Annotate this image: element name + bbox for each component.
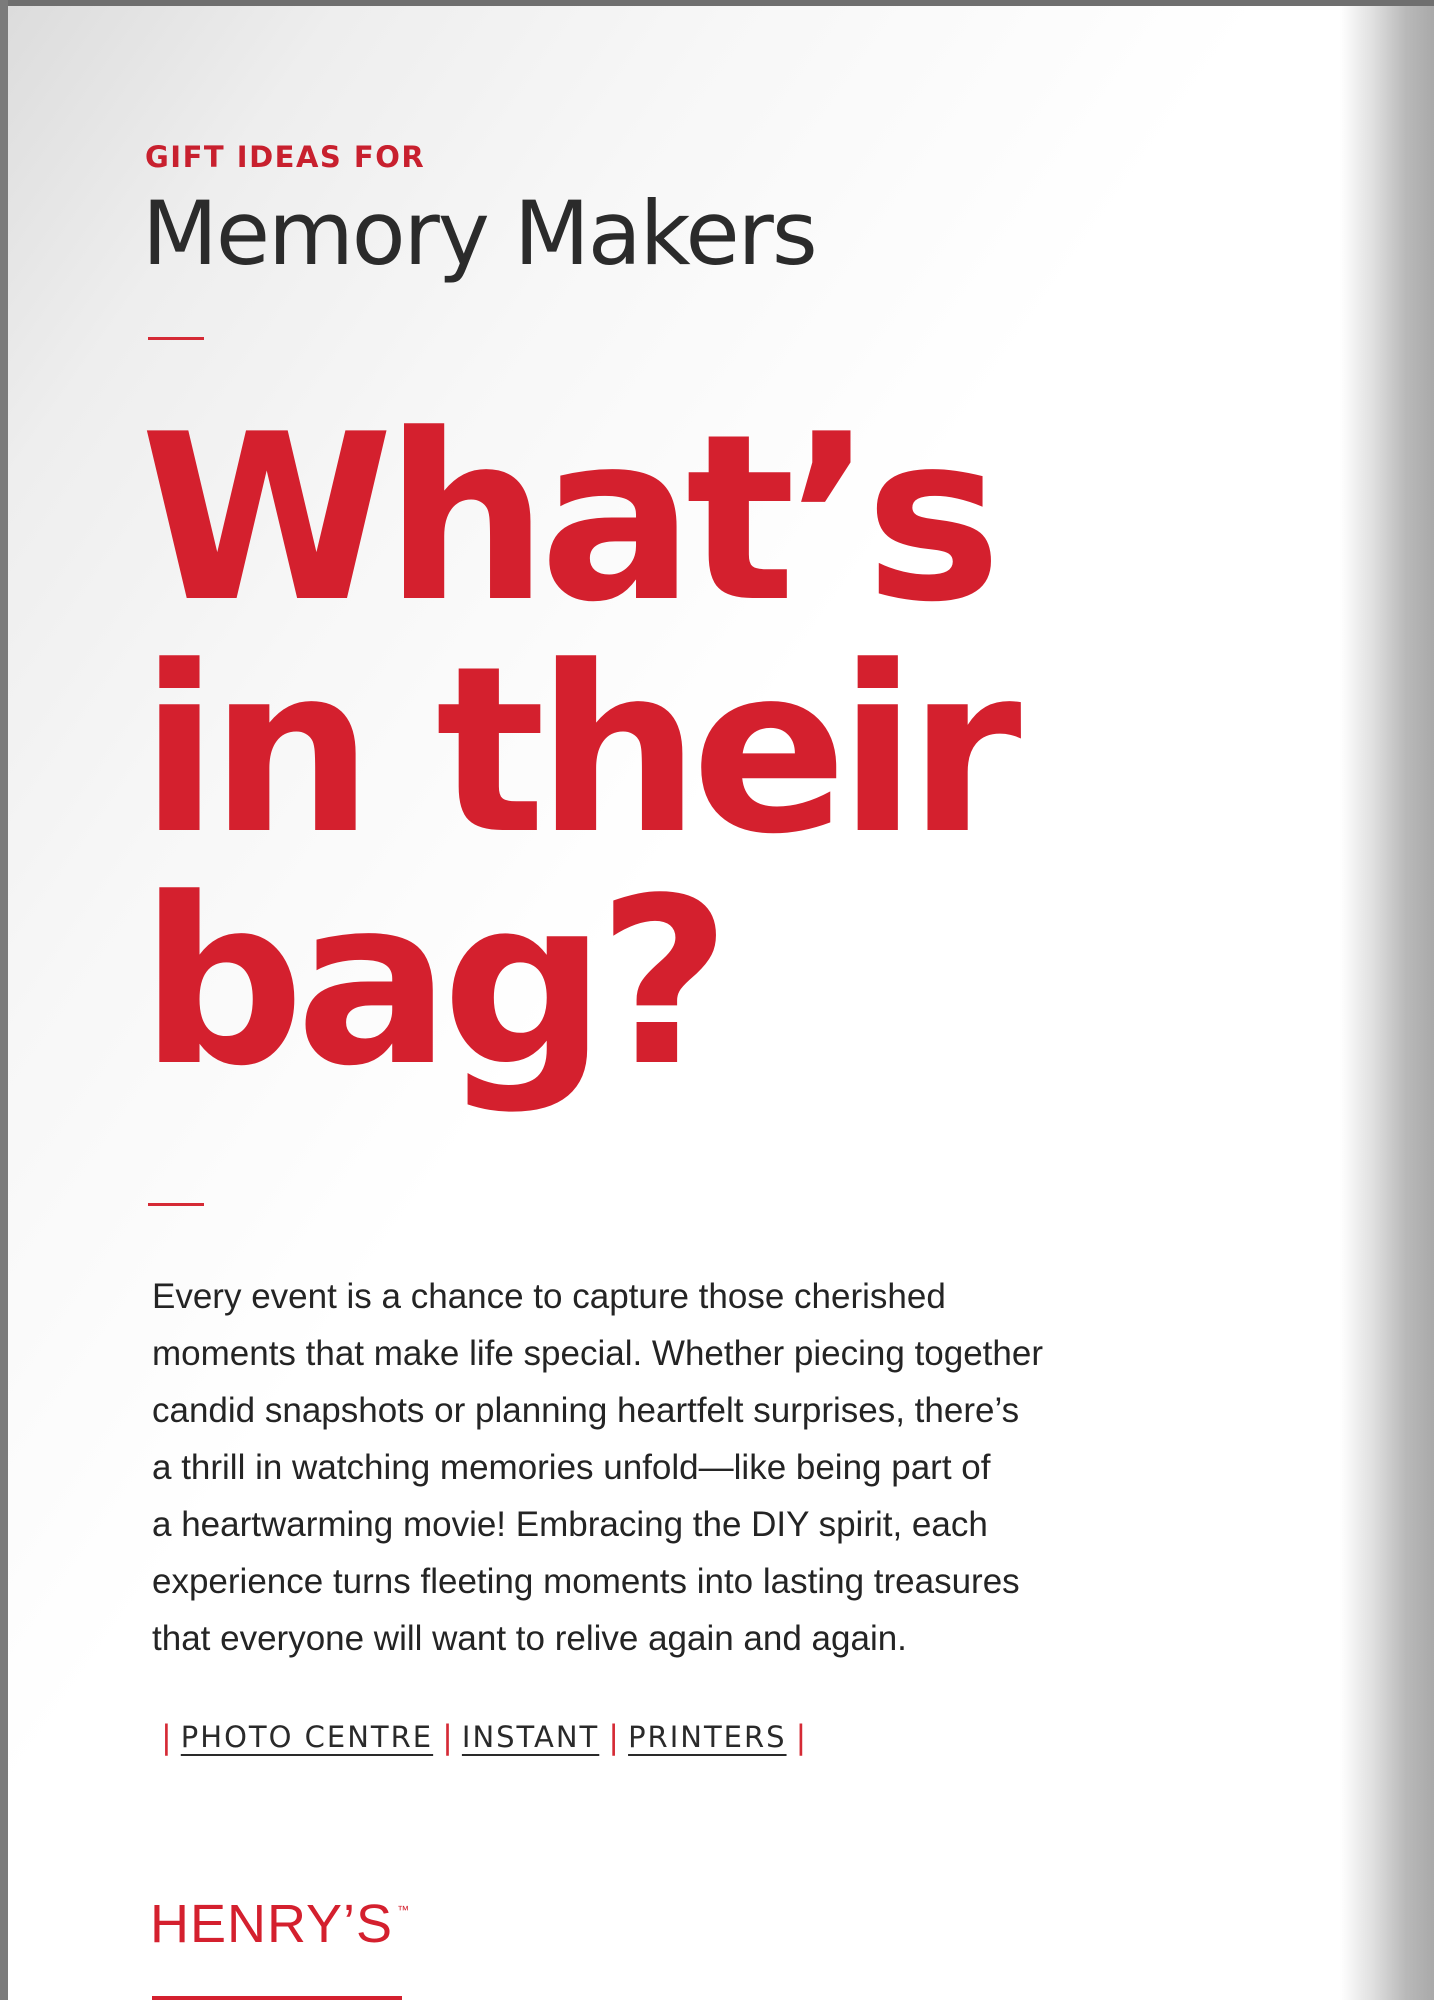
section-kicker: GIFT IDEAS FOR (145, 140, 426, 174)
category-links (152, 1718, 815, 1756)
divider-dash-bottom (148, 1203, 204, 1206)
trademark-mark: ™ (397, 1903, 411, 1917)
headline-line: What’s (140, 386, 993, 653)
paragraph-line: a thrill in watching memories unfold—like being part of (152, 1448, 991, 1487)
paragraph-line: experience turns fleeting moments into lasting treasures (152, 1562, 1020, 1601)
catalog-page (8, 6, 1408, 2000)
headline (140, 386, 1013, 1117)
tag-separator: | (442, 1718, 453, 1756)
tag-instant[interactable]: INSTANT (461, 1720, 600, 1754)
headline-line: in their (140, 618, 1013, 885)
tag-printers[interactable]: PRINTERS (628, 1720, 787, 1754)
tag-separator: | (795, 1718, 807, 1756)
paragraph-line: candid snapshots or planning heartfelt surprises, there’s (152, 1391, 1020, 1430)
divider-dash-top (148, 337, 204, 340)
brand-name: HENRY’S (150, 1894, 394, 1954)
tag-separator: | (608, 1718, 620, 1756)
page-curl-shadow (1340, 6, 1434, 2000)
tag-separator: | (161, 1718, 172, 1756)
section-title: Memory Makers (142, 182, 816, 285)
brand-logo (150, 1893, 410, 1955)
page-left-edge (0, 0, 8, 2000)
intro-paragraph (152, 1268, 1192, 1667)
paragraph-line: moments that make life special. Whether piecing together (152, 1334, 1043, 1373)
paragraph-line: Every event is a chance to capture those cherished (152, 1277, 946, 1316)
tag-photo-centre[interactable]: PHOTO CENTRE (180, 1720, 434, 1754)
brand-accent-bar (152, 1996, 402, 2000)
paragraph-line: a heartwarming movie! Embracing the DIY spirit, each (152, 1505, 988, 1544)
paragraph-line: that everyone will want to relive again and again. (152, 1619, 907, 1658)
headline-line: bag? (140, 850, 722, 1117)
